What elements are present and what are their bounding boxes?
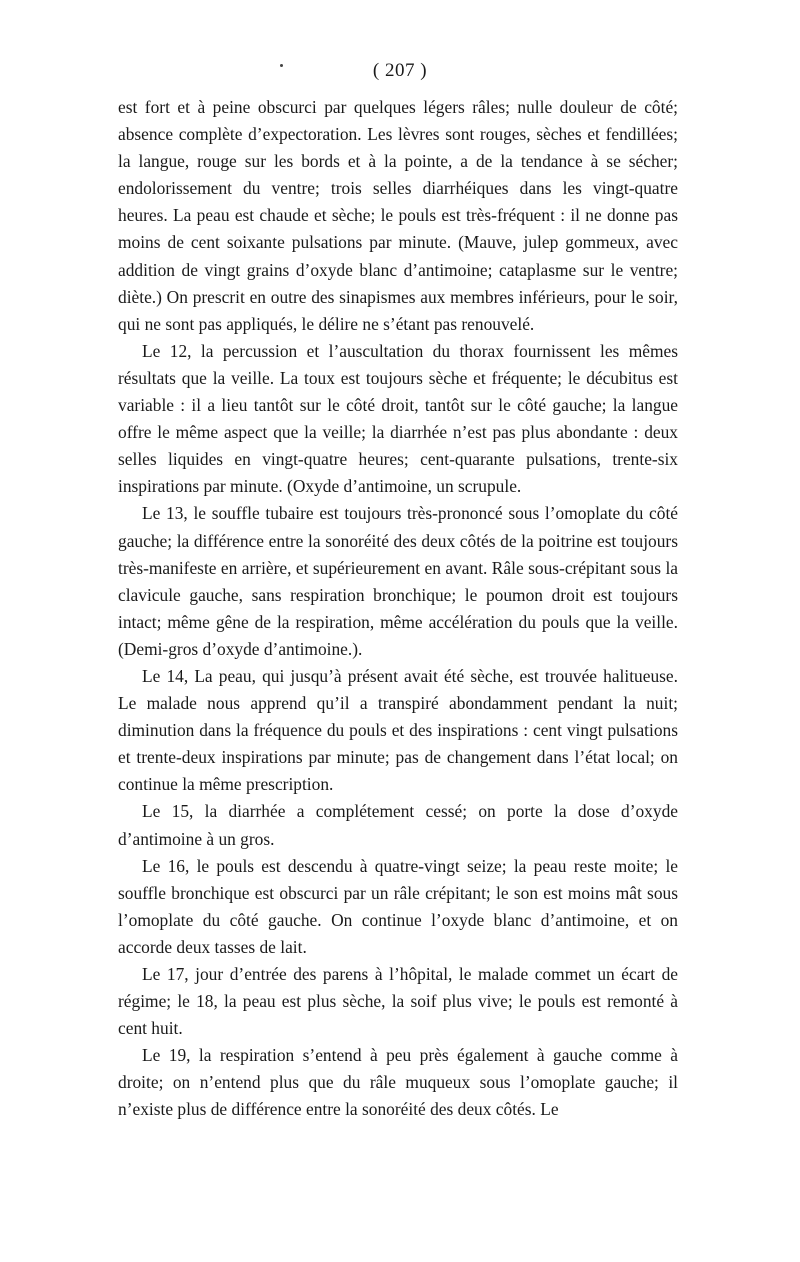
paragraph: Le 15, la diarrhée a complétement cessé; on porte la dose d’oxyde d’antimoine à un gros. (118, 801, 678, 849)
paragraph: Le 12, la percussion et l’auscultation du thorax fournissent les mêmes résultats que la veille. La toux est toujours sèche et fréquente; le décubitus est variable : il a lieu tantôt sur le côté droit, tantôt sur le côté gauche; la langue offre le même aspect que la veille; la diarrhée n’est pas plus abondante : deux selles liquides en vingt-quatre heures; cent-quarante pulsations, trente-six inspirations par minute. (Oxyde d’antimoine, un scrupule. (118, 340, 678, 497)
page-number: ( 207 ) (372, 60, 428, 81)
paragraph: Le 19, la respiration s’entend à peu près également à gauche comme à droite; on n’entend plus que du râle muqueux sous l’omoplate gauche; il n’existe plus de différence entre la sonoréité des deux côtés. Le (118, 1045, 678, 1120)
page-text (118, 94, 678, 1124)
paragraph: est fort et à peine obscurci par quelques légers râles; nulle douleur de côté; absence complète d’expectoration. Les lèvres sont rouges, sèches et fendillées; la langue, rouge sur les bords et à la pointe, a de la tendance à se sécher; endolorissement du ventre; trois selles diarrhéiques dans les vingt-quatre heures. La peau est chaude et sèche; le pouls est très-fréquent : il ne donne pas moins de cent soixante pulsations par minute. (Mauve, julep gommeux, avec addition de vingt grains d’oxyde blanc d’antimoine; cataplasme sur le ventre; diète.) On prescrit en outre des sinapismes aux membres inférieurs, pour le soir, qui ne sont pas appliqués, le délire ne s’étant pas renouvelé. (118, 97, 678, 334)
paragraph: Le 17, jour d’entrée des parens à l’hôpital, le malade commet un écart de régime; le 18, la peau est plus sèche, la soif plus vive; le pouls est remonté à cent huit. (118, 964, 678, 1039)
paragraph: Le 14, La peau, qui jusqu’à présent avait été sèche, est trouvée halitueuse. Le malade nous apprend qu’il a transpiré abondamment pendant la nuit; diminution dans la fréquence du pouls et des inspirations : cent vingt pulsations et trente-deux inspirations par minute; pas de changement dans l’état local; on continue la même prescription. (118, 665, 678, 795)
paragraph: Le 16, le pouls est descendu à quatre-vingt seize; la peau reste moite; le souffle bronchique est obscurci par un râle crépitant; le son est moins mât sous l’omoplate du côté gauche. On continue l’oxyde blanc d’antimoine, et on accorde deux tasses de lait. (118, 855, 678, 957)
ink-speck (280, 64, 283, 67)
paragraph: Le 13, le souffle tubaire est toujours très-prononcé sous l’omoplate du côté gauche; la différence entre la sonoréité des deux côtés de la poitrine est toujours très-manifeste en arrière, et supérieurement en avant. Râle sous-crépitant sous la clavicule gauche, sans respiration bronchique; le poumon droit est toujours intact; même gêne de la respiration, même accélération du pouls que la veille. (Demi-gros d’oxyde d’antimoine.). (118, 503, 678, 659)
